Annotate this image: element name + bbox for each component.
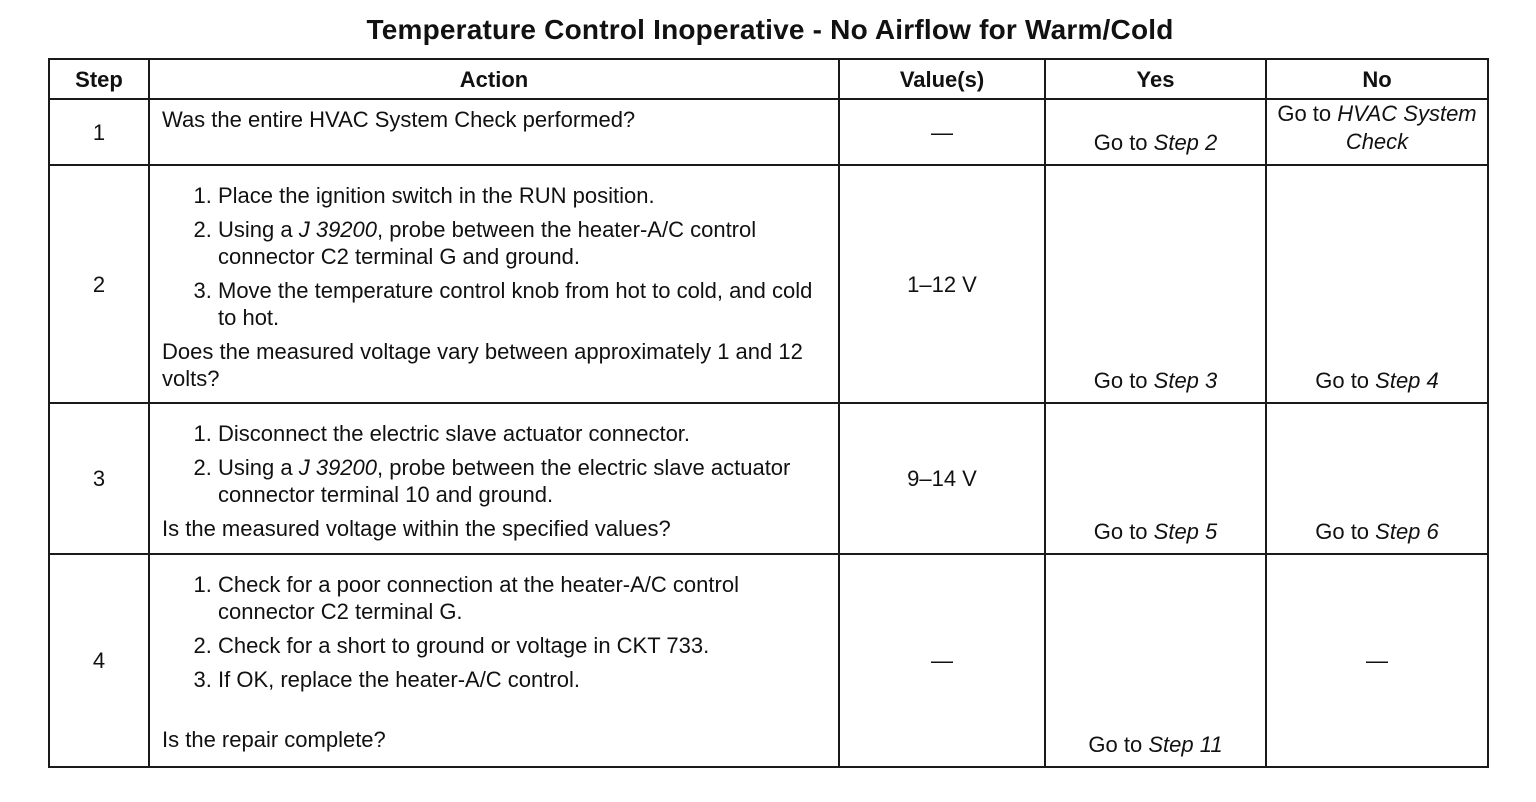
step-number: 4: [49, 554, 149, 767]
action-step: 2. Check for a short to ground or voltage in CKT 733.: [218, 632, 828, 659]
table-header-row: [49, 59, 1488, 99]
action-steps: [162, 420, 828, 508]
action-steps: [162, 571, 828, 693]
action-cell: [149, 554, 839, 767]
table-row: [49, 554, 1488, 767]
action-step: 2. Using a J 39200, probe between the electric slave actuator connector terminal 10 and ground.: [218, 454, 828, 508]
action-question: Is the measured voltage within the specified values?: [162, 516, 671, 541]
no-link[interactable]: Step 6: [1375, 519, 1439, 544]
step-number: 2: [49, 165, 149, 403]
action-question: Was the entire HVAC System Check performed?: [162, 107, 636, 132]
no-link[interactable]: HVAC System Check: [1337, 101, 1477, 154]
no-prefix: Go to: [1277, 101, 1338, 126]
yes-cell: [1045, 99, 1266, 165]
action-question: Is the repair complete?: [162, 727, 386, 752]
value-cell: 1–12 V: [839, 165, 1045, 403]
no-cell: [1266, 99, 1488, 165]
no-cell: —: [1266, 554, 1488, 767]
tool-reference: J 39200: [298, 217, 378, 242]
yes-cell: Go to Step 5: [1045, 403, 1266, 554]
action-step: 3. Move the temperature control knob from hot to cold, and cold to hot.: [218, 277, 828, 331]
action-cell: [149, 165, 839, 403]
value-cell: —: [839, 554, 1045, 767]
header-step: Step: [49, 59, 149, 99]
page-title: Temperature Control Inoperative - No Airflow for Warm/Cold: [366, 14, 1174, 45]
action-step: 1. Place the ignition switch in the RUN position.: [218, 182, 828, 209]
step-number: 3: [49, 403, 149, 554]
table-row: [49, 99, 1488, 165]
action-steps: [162, 182, 828, 331]
action-step: 3. If OK, replace the heater-A/C control.: [218, 666, 828, 693]
no-cell: Go to Step 4: [1266, 165, 1488, 403]
action-cell: [149, 99, 839, 165]
header-yes: Yes: [1045, 59, 1266, 99]
no-link[interactable]: Step 4: [1375, 368, 1439, 393]
header-values: Value(s): [839, 59, 1045, 99]
action-step: 1. Disconnect the electric slave actuator connector.: [218, 420, 828, 447]
action-question: Does the measured voltage vary between approximately 1 and 12 volts?: [162, 339, 803, 391]
diagnostic-table: [48, 58, 1489, 768]
value-cell: 9–14 V: [839, 403, 1045, 554]
yes-cell: Go to Step 11: [1045, 554, 1266, 767]
table-row: [49, 403, 1488, 554]
tool-reference: J 39200: [298, 455, 378, 480]
step-number: 1: [49, 99, 149, 165]
yes-link[interactable]: Step 11: [1148, 732, 1223, 757]
header-action: Action: [149, 59, 839, 99]
action-step: 2. Using a J 39200, probe between the heater-A/C control connector C2 terminal G and ground.: [218, 216, 828, 270]
yes-prefix: Go to: [1093, 130, 1154, 155]
action-cell: [149, 403, 839, 554]
table-row: [49, 165, 1488, 403]
no-cell: Go to Step 6: [1266, 403, 1488, 554]
value-cell: —: [839, 99, 1045, 165]
yes-link[interactable]: Step 2: [1153, 130, 1218, 155]
yes-link[interactable]: Step 5: [1153, 519, 1218, 544]
header-no: No: [1266, 59, 1488, 99]
yes-link[interactable]: Step 3: [1153, 368, 1218, 393]
action-step: 1. Check for a poor connection at the heater-A/C control connector C2 terminal G.: [218, 571, 828, 625]
yes-cell: Go to Step 3: [1045, 165, 1266, 403]
